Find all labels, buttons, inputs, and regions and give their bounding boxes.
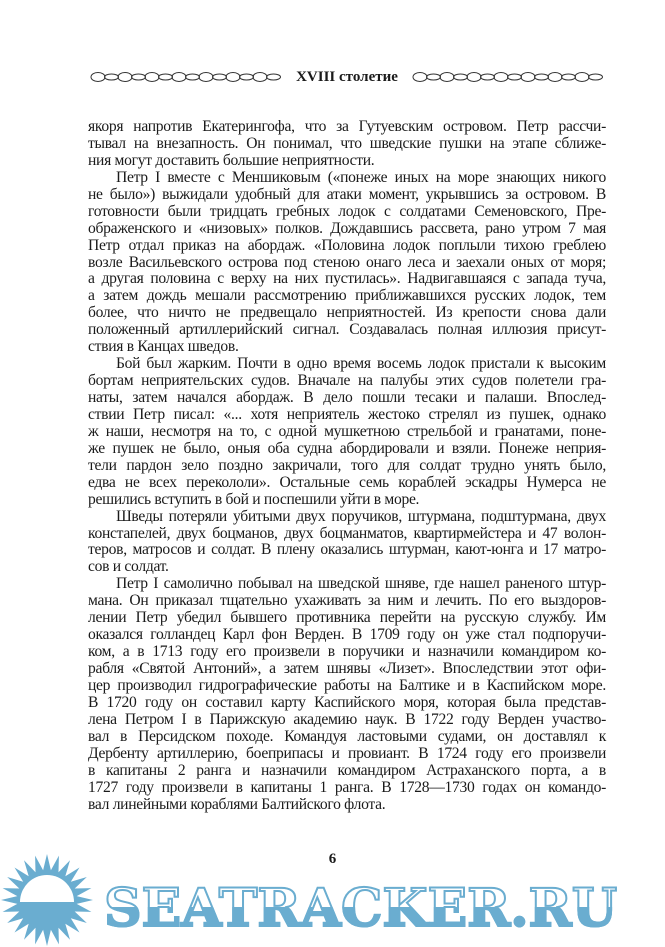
text-line: ствия в Канцах шведов. (88, 338, 239, 356)
text-line: Петр I вместе с Меншиковым («понеже иных на море знающих никого (116, 168, 606, 186)
text-line: теров, матросов и солдат. В плену оказались штурман, кают-юнга и 17 матро- (88, 541, 606, 559)
text-line: якоря напротив Екатерингофа, что за Гутуевским островом. Петр рассчи- (88, 118, 606, 135)
text-line: не было») выжидали удобный для атаки момент, укрывшись за островом. В (88, 185, 606, 203)
text-line: Петр отдал приказ на абордаж. «Половина лодок поплыли тихою греблею (88, 236, 606, 254)
text-line: Дербенту артиллерию, боеприпасы и провиант. В 1724 году его произвели (88, 744, 606, 762)
text-line: наты, затем начался абордаж. В дело пошли тесаки и палаши. Впослед- (88, 389, 606, 406)
text-line: ображенского и «низовых» полков. Дождавшись рассвета, рано утром 7 мая (88, 219, 606, 237)
text-line: в капитаны 2 ранга и назначили командиром Астраханского порта, а в (88, 761, 606, 779)
paragraph (88, 119, 606, 170)
text-line: констапелей, двух боцманов, двух боцманматов, квартирмейстера и 47 волон- (88, 524, 606, 542)
text-line: цер производил гидрографические работы на Балтике и в Каспийском море. (88, 676, 606, 694)
chain-ornament-right (410, 71, 606, 83)
page-number: 6 (328, 851, 337, 867)
text-line: тывал на внезапность. Он понимал, что шведские пушки на этапе сближе- (88, 134, 606, 152)
text-line: рабля «Святой Антоний», а затем шнявы «Лизет». Впоследствии этот офи- (88, 660, 606, 677)
text-line: Шведы потеряли убитыми двух поручиков, штурмана, подштурмана, двух (116, 507, 606, 525)
text-line: тели пардон зело поздно закричали, того для солдат трудно унять было, (88, 456, 606, 474)
text-line: сов и солдат. (88, 558, 169, 576)
text-line: лении Петр убедил бывшего противника перейти на русскую службу. Им (88, 609, 606, 627)
text-line: лена Петром I в Парижскую академию наук. В 1722 году Верден участво- (88, 710, 606, 728)
body-text (88, 119, 606, 813)
text-line: а затем дождь мешали рассмотрению приближавшихся русских лодок, тем (88, 287, 606, 305)
text-line: положенный артиллерийский сигнал. Создавалась полная иллюзия присут- (88, 321, 606, 339)
text-line: мана. Он приказал тщательно ухаживать за ним и лечить. По его выздоров- (88, 592, 606, 610)
text-line: вал линейными кораблями Балтийского флота. (88, 795, 386, 813)
sun-logo-icon (0, 850, 100, 947)
text-line: ния могут доставить большие неприятности. (88, 151, 375, 169)
paragraph (88, 509, 606, 577)
text-line: же пушек не было, оныя оба судна абордировали и взяли. Понеже неприя- (88, 439, 606, 457)
text-line: ж наши, несмотря на то, с одной мушкетною стрельбой и гранатами, поне- (88, 422, 606, 440)
text-line: В 1720 году он составил карту Каспийского моря, которая была представ- (88, 693, 606, 711)
text-line: более, что ничто не предвещало неприятностей. Из крепости снова дали (88, 304, 606, 322)
text-line: Бой был жарким. Почти в одно время восемь лодок пристали к высоким (116, 355, 606, 373)
running-header-title: XVIII столетие (296, 68, 398, 85)
running-header (88, 66, 606, 88)
chain-ornament-left (88, 71, 284, 83)
text-line: ком, а в 1713 году его произвели в поручики и назначили командиром ко- (88, 643, 606, 661)
text-line: Петр I самолично побывал на шведской шняве, где нашел раненого штур- (116, 575, 606, 593)
paragraph (88, 170, 606, 356)
text-line: едва не всех перекололи». Остальные семь кораблей эскадры Нумерса не (88, 473, 606, 491)
paragraph (88, 356, 606, 508)
text-line: возле Васильевского острова под стеною онаго леса и заехали оных от моря; (88, 253, 606, 271)
watermark-text: SEATRACKER.RU (104, 878, 618, 939)
text-line: решились вступить в бой и поспешили уйти в море. (88, 490, 420, 508)
paragraph (88, 576, 606, 813)
text-line: готовности были тридцать гребных лодок с солдатами Семеновского, Пре- (88, 202, 606, 220)
text-line: ствии Петр писал: «... хотя неприятель жестоко стрелял из пушек, однако (88, 405, 606, 423)
text-line: бортам неприятельских судов. Вначале на палубы этих судов полетели гра- (88, 372, 606, 390)
text-line: 1727 году произвели в капитаны 1 ранга. В 1728—1730 годах он командо- (88, 778, 606, 796)
text-line: вал в Персидском походе. Командуя ластовыми судами, он доставлял к (88, 727, 606, 745)
text-line: оказался голландец Карл фон Верден. В 1709 году он уже стал подпоручи- (88, 626, 606, 644)
text-line: а другая половина с верху на них пустилась». Надвигавшаяся с запада туча, (88, 270, 606, 288)
